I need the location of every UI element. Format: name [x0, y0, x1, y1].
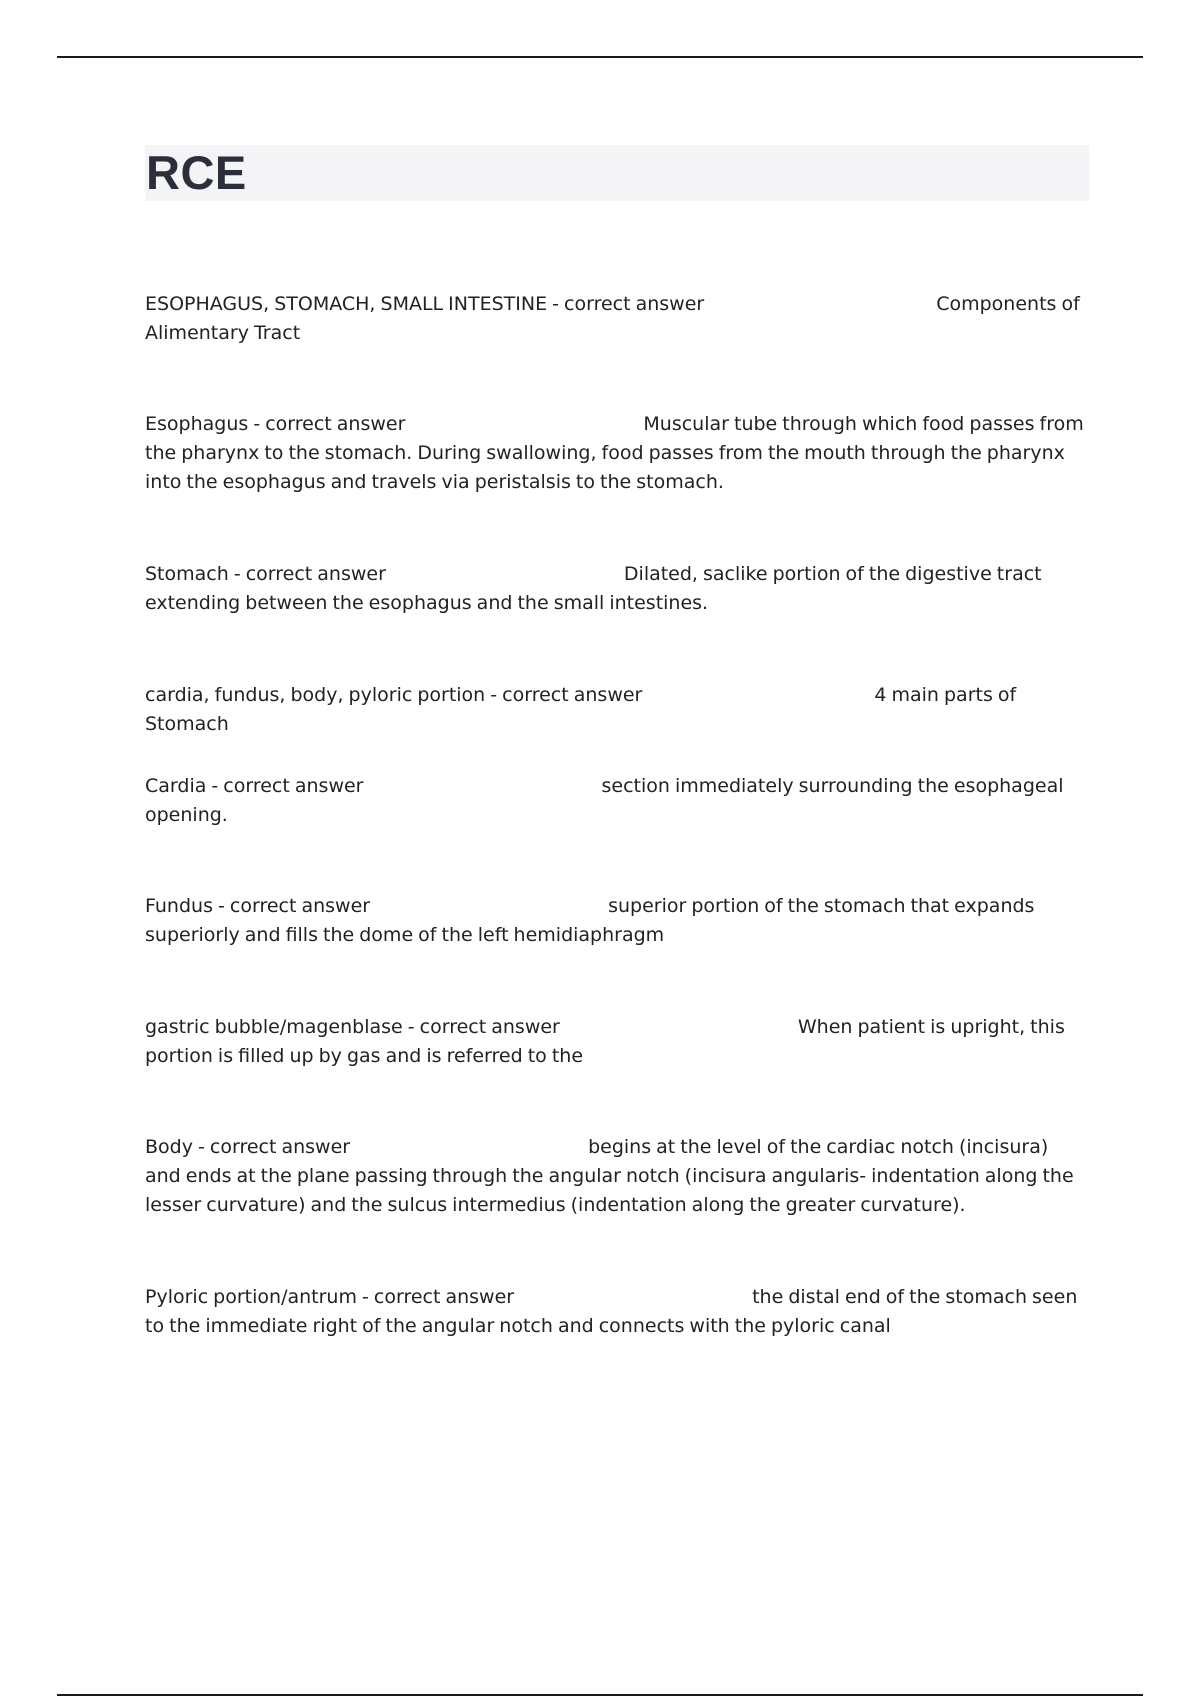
card-term: Stomach - correct answer [145, 563, 386, 585]
card-term: Fundus - correct answer [145, 895, 371, 917]
card-definition: begins at the level of the cardiac notch (incisura) and ends at the plane passing through the angular notch (incisura angularis- indentation along the lesser curvature) and the sulcus intermedius (indentation along the greater curvature). [145, 1136, 1074, 1216]
flashcard [145, 410, 1085, 497]
card-term: gastric bubble/magenblase - correct answer [145, 1016, 560, 1038]
bottom-rule [57, 1694, 1143, 1696]
card-definition: the distal end of the stomach seen to the immediate right of the angular notch and connects with the pyloric canal [145, 1286, 1078, 1337]
flashcard [145, 290, 1085, 348]
top-rule [57, 56, 1143, 58]
card-term: Body - correct answer [145, 1136, 351, 1158]
card-definition: superior portion of the stomach that expands superiorly and fills the dome of the left hemidiaphragm [145, 895, 1035, 946]
flashcard [145, 1283, 1085, 1341]
flashcard [145, 560, 1085, 618]
card-definition: section immediately surrounding the esophageal opening. [145, 775, 1064, 826]
card-definition: When patient is upright, this portion is filled up by gas and is referred to the [145, 1016, 1065, 1067]
card-term: Pyloric portion/antrum - correct answer [145, 1286, 515, 1308]
card-definition: Muscular tube through which food passes from the pharynx to the stomach. During swallowing, food passes from the mouth through the pharynx into the esophagus and travels via peristalsis to the stomach. [145, 413, 1084, 493]
flashcard [145, 772, 1085, 830]
flashcard [145, 1133, 1085, 1220]
card-definition: 4 main parts of Stomach [145, 684, 1017, 735]
card-term: ESOPHAGUS, STOMACH, SMALL INTESTINE - correct answer [145, 293, 705, 315]
document-title: RCE [146, 146, 247, 199]
card-term: Esophagus - correct answer [145, 413, 406, 435]
card-term: Cardia - correct answer [145, 775, 364, 797]
card-definition: Dilated, saclike portion of the digestive tract extending between the esophagus and the small intestines. [145, 563, 1042, 614]
title-background [145, 145, 1089, 201]
flashcard [145, 681, 1085, 739]
flashcard [145, 1013, 1085, 1071]
card-term: cardia, fundus, body, pyloric portion - correct answer [145, 684, 643, 706]
flashcard [145, 892, 1085, 950]
card-definition: Components of Alimentary Tract [145, 293, 1080, 344]
